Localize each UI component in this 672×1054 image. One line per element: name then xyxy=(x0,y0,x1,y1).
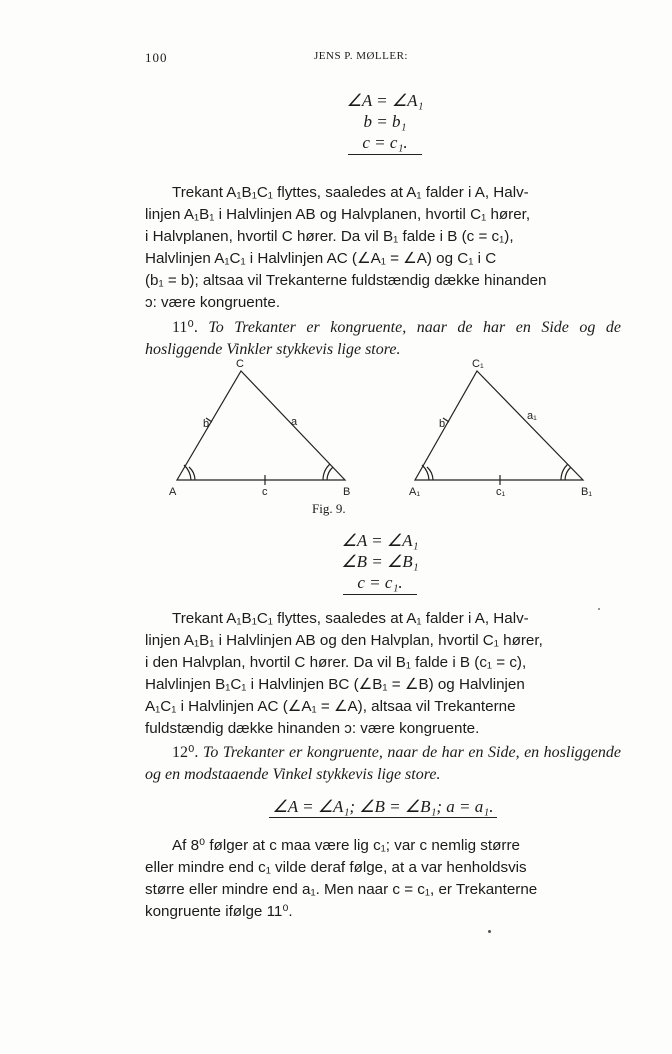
text-line: i den Halvplan, hvortil C hører. Da vil B₁ falde i B (c₁ = c), xyxy=(145,654,527,671)
text-line: i Halvplanen, hvortil C hører. Da vil B₁ falde i B (c = c₁), xyxy=(145,228,514,245)
text-line: kongruente ifølge 11⁰. xyxy=(145,903,293,920)
theorem-12 xyxy=(145,742,621,786)
equation-line: c = c₁. xyxy=(348,132,421,155)
label-A: A xyxy=(169,486,177,498)
page-header xyxy=(145,50,465,70)
label-C: C xyxy=(236,358,244,370)
angle-arc-B xyxy=(327,467,333,480)
text-line: (b₁ = b); altsaa vil Trekanterne fuldstændig dække hinanden xyxy=(145,272,547,289)
paragraph-2 xyxy=(145,608,621,740)
label-A1: A₁ xyxy=(409,486,421,498)
page-number: 100 xyxy=(145,50,168,65)
label-B: B xyxy=(343,486,351,498)
equation-line-3 xyxy=(145,797,621,817)
equation-line: ∠B = ∠B₁ xyxy=(341,552,419,571)
equation-block-2 xyxy=(290,530,470,595)
theorem-number: 11⁰. xyxy=(172,319,198,336)
label-C1: C₁ xyxy=(472,358,484,370)
text-line: linjen A₁B₁ i Halvlinjen AB og den Halvplan, hvortil C₁ hører, xyxy=(145,632,543,649)
label-a1: a₁ xyxy=(527,410,537,422)
paragraph-3 xyxy=(145,835,621,923)
theorem-text: To Trekanter er kongruente, naar de har en Side, en hosliggende og en modstaaende Vinkel stykkevis lige store. xyxy=(145,744,622,783)
label-b1: b xyxy=(439,418,446,430)
equation-line: ∠A = ∠A₁ xyxy=(346,91,424,110)
figure-caption: Fig. 9. xyxy=(312,501,346,516)
running-title: JENS P. MØLLER: xyxy=(314,50,408,62)
text-line: Trekant A₁B₁C₁ flyttes, saaledes at A₁ falder i A, Halv- xyxy=(172,184,529,201)
label-c: c xyxy=(262,486,268,498)
equation-block-1 xyxy=(300,90,470,155)
theorem-number: 12⁰. xyxy=(172,744,199,761)
text-line: ɔ: være kongruente. xyxy=(145,294,281,311)
equation-line: c = c₁. xyxy=(343,572,416,595)
equation-line: ∠A = ∠A₁; ∠B = ∠B₁; a = a₁. xyxy=(269,797,498,818)
text-line: Halvlinjen B₁C₁ i Halvlinjen BC (∠B₁ = ∠B) og Halvlinjen xyxy=(145,676,525,693)
label-a: a xyxy=(291,416,298,428)
text-line: linjen A₁B₁ i Halvlinjen AB og Halvplanen, hvortil C₁ hører, xyxy=(145,206,531,223)
figure-9-triangles xyxy=(165,355,605,530)
text-line: eller mindre end c₁ vilde deraf følge, at a var henholdsvis xyxy=(145,859,527,876)
angle-arc-B1 xyxy=(565,467,571,480)
label-c1: c₁ xyxy=(496,486,506,498)
print-speck xyxy=(488,930,491,933)
text-line: A₁C₁ i Halvlinjen AC (∠A₁ = ∠A), altsaa vil Trekanterne xyxy=(145,698,516,715)
label-b: b xyxy=(203,418,210,430)
paragraph-1 xyxy=(145,182,621,314)
text-line: fuldstændig dække hinanden ɔ: være kongruente. xyxy=(145,720,480,737)
text-line: Af 8⁰ følger at c maa være lig c₁; var c nemlig større xyxy=(172,837,520,854)
text-line: større eller mindre end a₁. Men naar c = c₁, er Trekanterne xyxy=(145,881,538,898)
equation-line: b = b₁ xyxy=(363,112,407,131)
label-B1: B₁ xyxy=(581,486,593,498)
equation-line: ∠A = ∠A₁ xyxy=(341,531,419,550)
theorem-text: To Trekanter er kongruente, naar de har en Side og de hosliggende Vinkler stykkevis lige store. xyxy=(145,319,621,358)
text-line: Trekant A₁B₁C₁ flyttes, saaledes at A₁ falder i A, Halv- xyxy=(172,610,529,627)
text-line: Halvlinjen A₁C₁ i Halvlinjen AC (∠A₁ = ∠A) og C₁ i C xyxy=(145,250,497,267)
